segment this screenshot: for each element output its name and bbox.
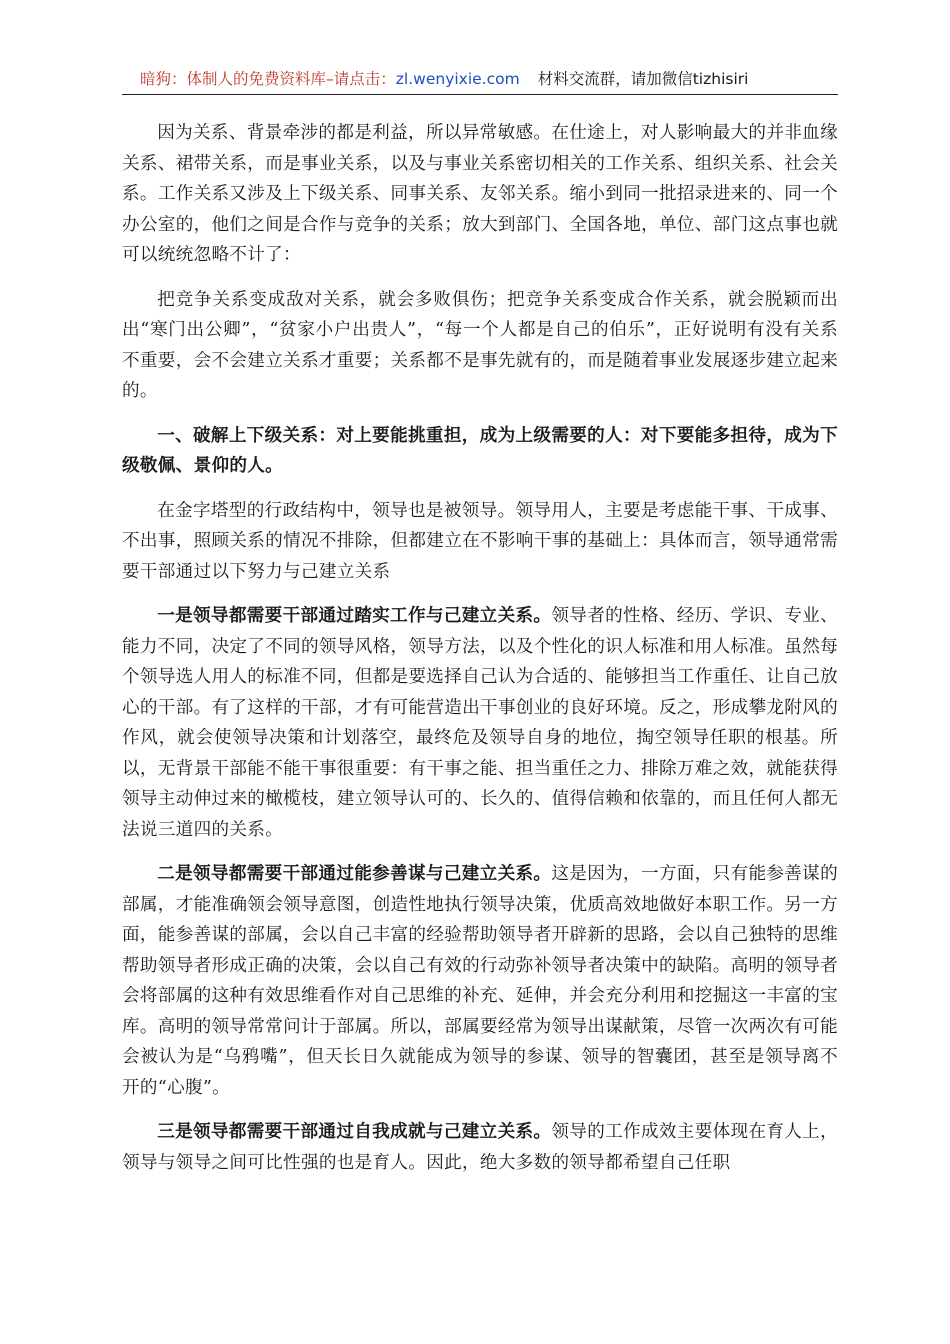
header-group-text: 材料交流群，请加微信 [537, 70, 693, 88]
page-header [122, 66, 838, 95]
paragraph-text: 这是因为，一方面，只有能参善谋的部属，才能准确领会领导意图，创造性地执行领导决策，优质高效地做好本职工作。另一方面，能参善谋的部属，会以自己丰富的经验帮助领导者开辟新的思路，会以自己独特的思维帮助领导者形成正确的决策，会以自己有效的行动弥补领导者决策中的缺陷。高明的领导者会将部属的这种有效思维看作对自己思维的补充、延伸，并会充分利用和挖掘这一丰富的宝库。高明的领导常常问计于部属。所以，部属要经常为领导出谋献策，尽管一次两次有可能会被认为是“乌鸦嘴”，但天长日久就能成为领导的参谋、领导的智囊团，甚至是领导离不开的“心腹”。 [122, 864, 838, 1098]
section-heading-text: 一、破解上下级关系：对上要能挑重担，成为上级需要的人：对下要能多担待，成为下级敬佩、景仰的人。 [122, 424, 838, 476]
paragraph-point-three [122, 1117, 838, 1178]
header-link[interactable]: zl.wenyixie.com [395, 70, 520, 88]
header-prompt: –请点击： [326, 70, 396, 88]
paragraph-text: 领导者的性格、经历、学识、专业、能力不同，决定了不同的领导风格，领导方法，以及个性化的识人标准和用人标准。虽然每个领导选人用人的标准不同，但都是要选择自己认为合适的、能够担当工作重任、让自己放心的干部。有了这样的干部，才有可能营造出干事创业的良好环境。反之，形成攀龙附风的作风，就会使领导决策和计划落空，最终危及领导自身的地位，掏空领导任职的根基。所以，无背景干部能不能干事很重要：有干事之能、担当重任之力、排除万难之效，就能获得领导主动伸过来的橄榄枝，建立领导认可的、长久的、值得信赖和依靠的，而且任何人都无法说三道四的关系。 [122, 606, 838, 840]
paragraph-text: 把竞争关系变成敌对关系，就会多败俱伤；把竞争关系变成合作关系，就会脱颖而出出“寒门出公卿”，“贫家小户出贵人”，“每一个人都是自己的伯乐”，正好说明有没有关系不重要，会不会建立关系才重要；关系都不是事先就有的，而是随着事业发展逐步建立起来的。 [122, 289, 838, 401]
section-heading [122, 421, 838, 482]
paragraph-text: 在金字塔型的行政结构中，领导也是被领导。领导用人，主要是考虑能干事、干成事、不出事，照顾关系的情况不排除，但都建立在不影响干事的基础上：具体而言，领导通常需要干部通过以下努力与己建立关系 [122, 500, 838, 582]
paragraph-lead: 二是领导都需要干部通过能参善谋与己建立关系。 [157, 863, 552, 884]
header-brand: 暗狗：体制人的免费资料库 [140, 70, 327, 88]
header-wechat-id: tizhisiri [692, 70, 749, 88]
document-body [122, 118, 838, 1192]
paragraph-text: 因为关系、背景牵涉的都是利益，所以异常敏感。在仕途上，对人影响最大的并非血缘关系、裙带关系，而是事业关系，以及与事业关系密切相关的工作关系、组织关系、社会关系。工作关系又涉及上下级关系、同事关系、友邻关系。缩小到同一批招录进来的、同一个办公室的，他们之间是合作与竞争的关系；放大到部门、全国各地，单位、部门这点事也就可以统统忽略不计了： [122, 123, 838, 265]
paragraph-point-one [122, 601, 838, 845]
paragraph-competition [122, 285, 838, 407]
paragraph-pyramid [122, 496, 838, 588]
paragraph-text: 领导的工作成效主要体现在育人上，领导与领导之间可比性强的也是育人。因此，绝大多数的领导都希望自己任职 [122, 1122, 838, 1173]
paragraph-lead: 一是领导都需要干部通过踏实工作与己建立关系。 [157, 605, 552, 626]
paragraph-lead: 三是领导都需要干部通过自我成就与己建立关系。 [157, 1121, 552, 1142]
paragraph-point-two [122, 859, 838, 1103]
paragraph-intro [122, 118, 838, 271]
